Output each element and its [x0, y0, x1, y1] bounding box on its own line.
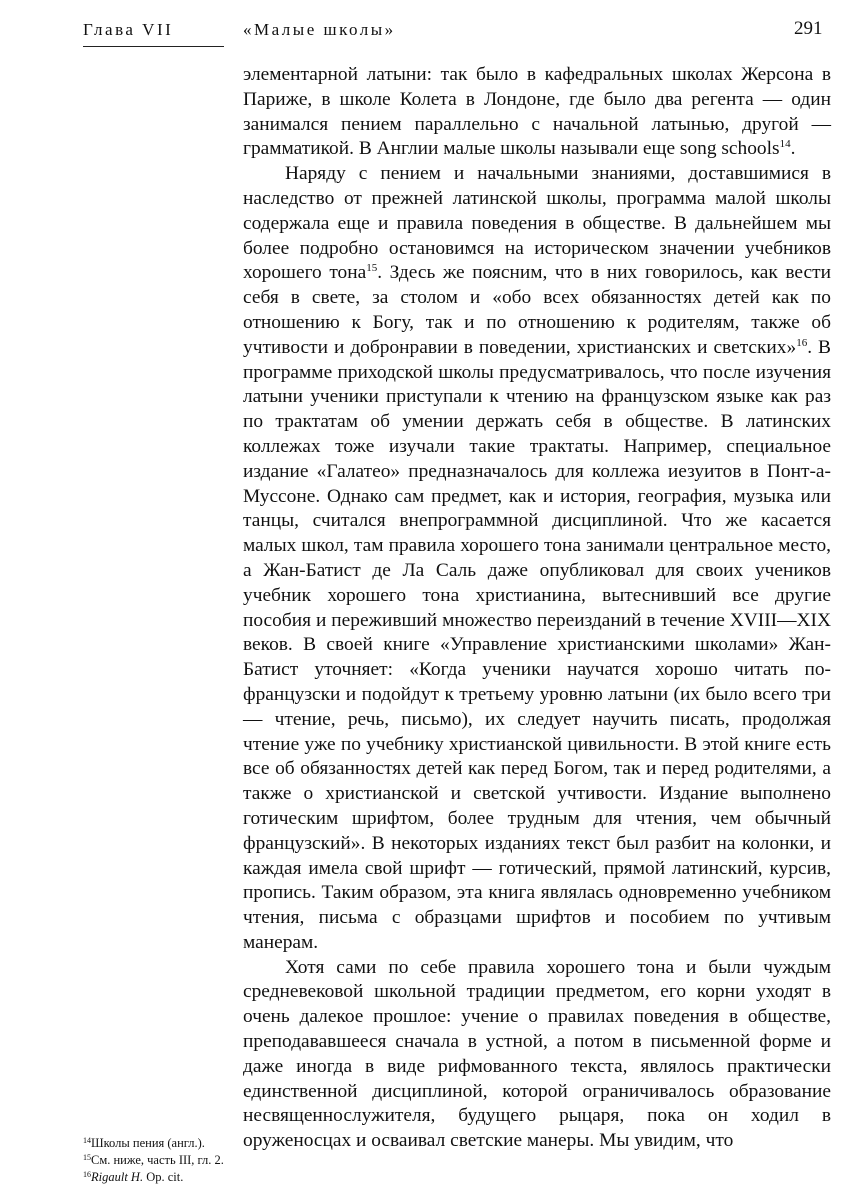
text-run: Хотя сами по себе правила хорошего тона и были чуждым средневековой школьной традиции предметом, его корни уходят в очень далекое прошлое: учение о правилах поведения в обществе, преподававшееся сначала в устной, а потом в письменной форме и даже иногда в виде рифмованного текста, являлось практически единственной дисциплиной, которой ограничивалось образование несвященнослужителя, будущего рыцаря, пока он ходил в оруженосцах и осваивал светские манеры. Мы увидим, что — [243, 956, 831, 1152]
footnote-ref: 15 — [366, 262, 378, 275]
paragraph — [243, 63, 831, 162]
text-run: . Здесь же поясним, что в них говорилось, как вести себя в свете, за столом и «обо всех обязанностях детей как по отношению к Богу, так и по отношению к родителям, также об учтивости и добронравии в поведении, христианских и светских» — [243, 262, 831, 358]
text-run: . — [790, 138, 796, 160]
header-rule — [83, 46, 224, 47]
footnote — [83, 1169, 233, 1186]
footnote-text: Op. cit. — [143, 1170, 184, 1184]
page-number: 291 — [794, 18, 823, 39]
text-run: Наряду с пением и начальными знаниями, доставшимися в наследство от прежней латинской школы, программа малой школы содержала еще и правила поведения в обществе. В дальнейшем мы более подробно остановимся на историческом значении учебников хорошего тона — [243, 163, 831, 284]
footnote-ref: 16 — [796, 336, 808, 349]
text-run: . В программе приходской школы предусматривалось, что после изучения латыни ученики приступали к чтению на французском языке как раз по трактатам об умении держать себя в обществе. В латинских коллежах тоже изучали такие трактаты. Например, специальное издание «Галатео» предназначалось для коллежа иезуитов в Понт-а-Муссоне. Однако сам предмет, как и история, география, музыка или танцы, считался внепрограммной дисциплиной. Что же касается малых школ, там правила хорошего тона занимали центральное место, а Жан-Батист де Ла Саль даже опубликовал для своих учеников учебник хорошего тона христианина, вытеснивший все другие пособия и переживший множество переизданий в течение XVIII—XIX веков. В своей книге «Управление христианскими школами» Жан-Батист уточняет: «Когда ученики научатся хорошо читать по-французски и подойдут к третьему уровню латыни (их было всего три — чтение, речь, письмо), их следует научить писать, продолжая чтение уже по учебнику христианской цивильности. В этой книге есть все об обязанностях детей как перед Богом, так и перед родителями, а также о христианской и светской учтивости. Издание выполнено готическим шрифтом, более трудным для чтения, чем обычный французский». В некоторых изданиях текст был разбит на колонки, и каждая имела свой шрифт — готический, прямой латинский, курсив, пропись. Таким образом, эта книга являлась одновременно учебником чтения, письма с образцами шрифтов и пособием по учтивым манерам. — [243, 336, 831, 953]
footnote-text: Школы пения (англ.). — [91, 1136, 205, 1150]
footnote-number: 14 — [83, 1136, 91, 1145]
paragraph — [243, 956, 831, 1154]
footnote — [83, 1152, 233, 1169]
footnote-ref: 14 — [779, 138, 791, 151]
footnote-number: 15 — [83, 1153, 91, 1162]
footnote-number: 16 — [83, 1170, 91, 1179]
footnotes — [83, 1135, 233, 1186]
text-run: элементарной латыни: так было в кафедральных школах Жерсона в Париже, в школе Колета в Лондоне, где было два регента — один занимался пением параллельно с начальной латынью, другой — грамматикой. В Англии малые школы называли еще song schools — [243, 64, 831, 160]
running-header — [0, 0, 854, 48]
footnote-text: См. ниже, часть III, гл. 2. — [91, 1153, 224, 1167]
footnote — [83, 1135, 233, 1152]
footnote-author: Rigault H. — [91, 1170, 144, 1184]
chapter-label: Глава VII — [83, 20, 174, 39]
body-text — [243, 63, 831, 1154]
paragraph — [243, 162, 831, 956]
chapter-title: «Малые школы» — [243, 20, 396, 39]
